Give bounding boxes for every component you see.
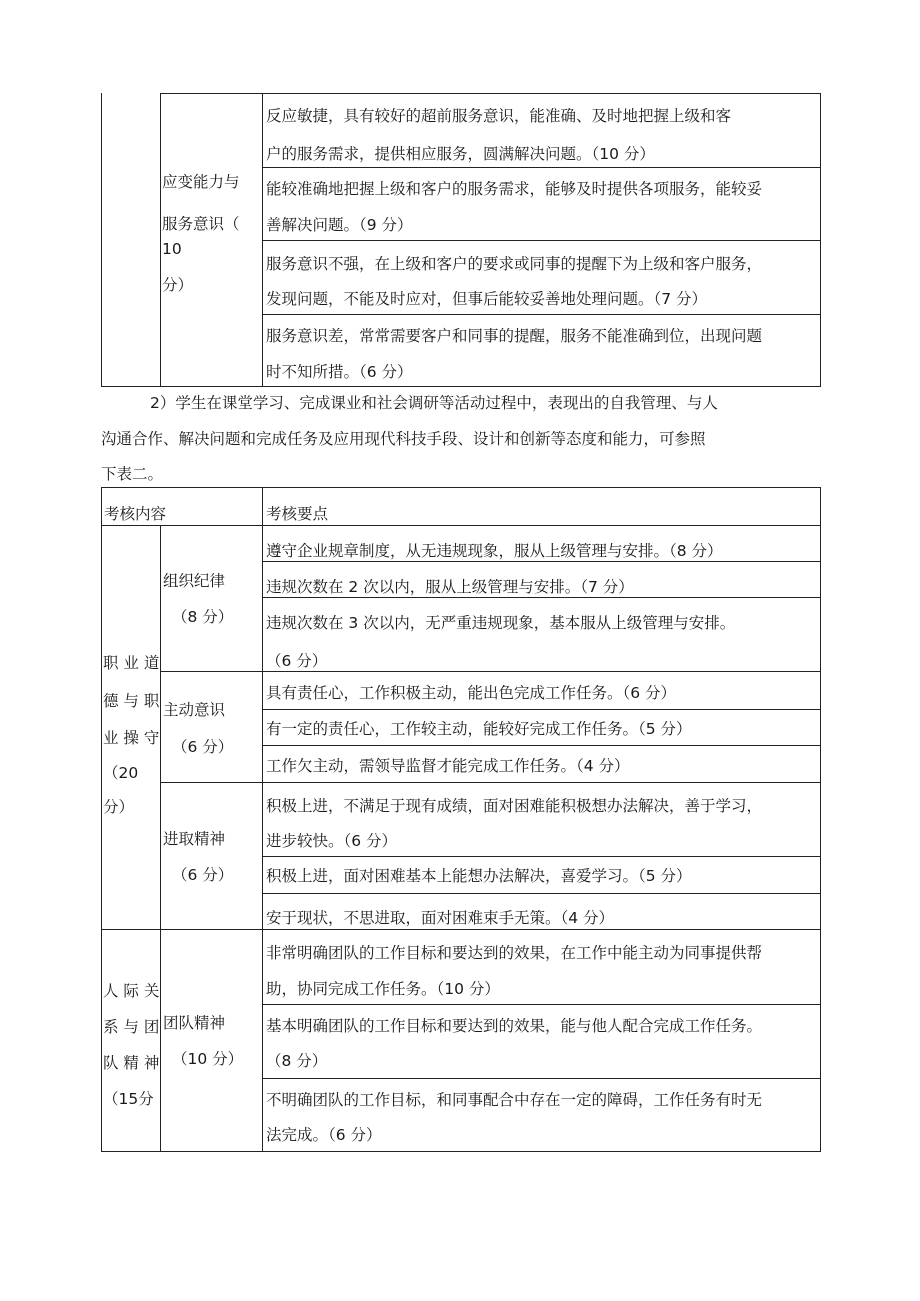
criteria-text: 遵守企业规章制度，从无违规现象，服从上级管理与安排。（8 分） bbox=[266, 542, 723, 560]
sub-item-name: 团队精神 bbox=[163, 1014, 226, 1032]
criteria-text: 有一定的责任心，工作较主动，能较好完成工作任务。（5 分） bbox=[266, 720, 692, 738]
criteria-text: 时不知所措。（6 分） bbox=[266, 363, 413, 381]
group-title: （15分 bbox=[103, 1090, 154, 1108]
criteria-text: 助，协同完成工作任务。（10 分） bbox=[266, 980, 500, 998]
group-title: 德 与 职 bbox=[103, 692, 160, 710]
sub-item-name: 组织纪律 bbox=[163, 572, 226, 590]
criteria-text: 基本明确团队的工作目标和要达到的效果，能与他人配合完成工作任务。 bbox=[266, 1017, 763, 1035]
sub-item-name: 进取精神 bbox=[163, 830, 226, 848]
sub-item-score: （10 分） bbox=[172, 1050, 244, 1068]
category-label: 分） bbox=[162, 276, 194, 294]
criteria-text: 安于现状，不思进取，面对困难束手无策。（4 分） bbox=[266, 909, 615, 927]
criteria-text: 违规次数在 3 次以内，无严重违规现象，基本服从上级管理与安排。 bbox=[266, 614, 736, 632]
group-title: （20 bbox=[103, 764, 139, 782]
group-title: 人 际 关 bbox=[103, 982, 160, 1000]
criteria-text: 户的服务需求，提供相应服务，圆满解决问题。（10 分） bbox=[266, 145, 655, 163]
criteria-text: 积极上进，面对困难基本上能想办法解决，喜爱学习。（5 分） bbox=[266, 867, 692, 885]
criteria-text: 发现问题，不能及时应对，但事后能较妥善地处理问题。（7 分） bbox=[266, 290, 708, 308]
criteria-text: 不明确团队的工作目标，和同事配合中存在一定的障碍，工作任务有时无 bbox=[266, 1091, 763, 1109]
category-label: 应变能力与 bbox=[162, 173, 240, 191]
sub-item-score: （8 分） bbox=[172, 608, 234, 626]
category-label: 服务意识（ bbox=[162, 215, 240, 233]
criteria-text: 非常明确团队的工作目标和要达到的效果，在工作中能主动为同事提供帮 bbox=[266, 944, 763, 962]
header-content: 考核内容 bbox=[104, 505, 167, 523]
category-label: 10 bbox=[162, 240, 182, 258]
criteria-text: 反应敏捷，具有较好的超前服务意识，能准确、及时地把握上级和客 bbox=[266, 107, 732, 125]
criteria-text: 法完成。（6 分） bbox=[266, 1126, 382, 1144]
group-title: 系 与 团 bbox=[103, 1018, 160, 1036]
criteria-text: （8 分） bbox=[266, 1052, 328, 1070]
criteria-text: 进步较快。（6 分） bbox=[266, 832, 398, 850]
header-points: 考核要点 bbox=[266, 505, 329, 523]
criteria-text: 善解决问题。（9 分） bbox=[266, 216, 413, 234]
criteria-text: （6 分） bbox=[266, 652, 328, 670]
criteria-text: 服务意识差，常常需要客户和同事的提醒，服务不能准确到位，出现问题 bbox=[266, 327, 763, 345]
group-title: 职 业 道 bbox=[103, 654, 160, 672]
criteria-text: 违规次数在 2 次以内，服从上级管理与安排。（7 分） bbox=[266, 578, 634, 596]
paragraph-line: 沟通合作、解决问题和完成任务及应用现代科技手段、设计和创新等态度和能力，可参照 bbox=[101, 430, 706, 448]
group-title: 队 精 神 bbox=[103, 1054, 160, 1072]
criteria-text: 具有责任心，工作积极主动，能出色完成工作任务。（6 分） bbox=[266, 684, 677, 702]
paragraph-line: 下表二。 bbox=[101, 465, 164, 483]
sub-item-score: （6 分） bbox=[172, 738, 234, 756]
criteria-text: 积极上进，不满足于现有成绩，面对困难能积极想办法解决，善于学习， bbox=[266, 797, 763, 815]
criteria-text: 服务意识不强，在上级和客户的要求或同事的提醒下为上级和客户服务， bbox=[266, 255, 763, 273]
criteria-text: 工作欠主动，需领导监督才能完成工作任务。（4 分） bbox=[266, 757, 630, 775]
sub-item-score: （6 分） bbox=[172, 866, 234, 884]
criteria-text: 能较准确地把握上级和客户的服务需求，能够及时提供各项服务，能较妥 bbox=[266, 180, 763, 198]
sub-item-name: 主动意识 bbox=[163, 701, 226, 719]
group-title: 业 操 守 bbox=[103, 729, 160, 747]
paragraph-line: 2）学生在课堂学习、完成课业和社会调研等活动过程中，表现出的自我管理、与人 bbox=[150, 394, 718, 412]
group-title: 分） bbox=[103, 798, 135, 816]
